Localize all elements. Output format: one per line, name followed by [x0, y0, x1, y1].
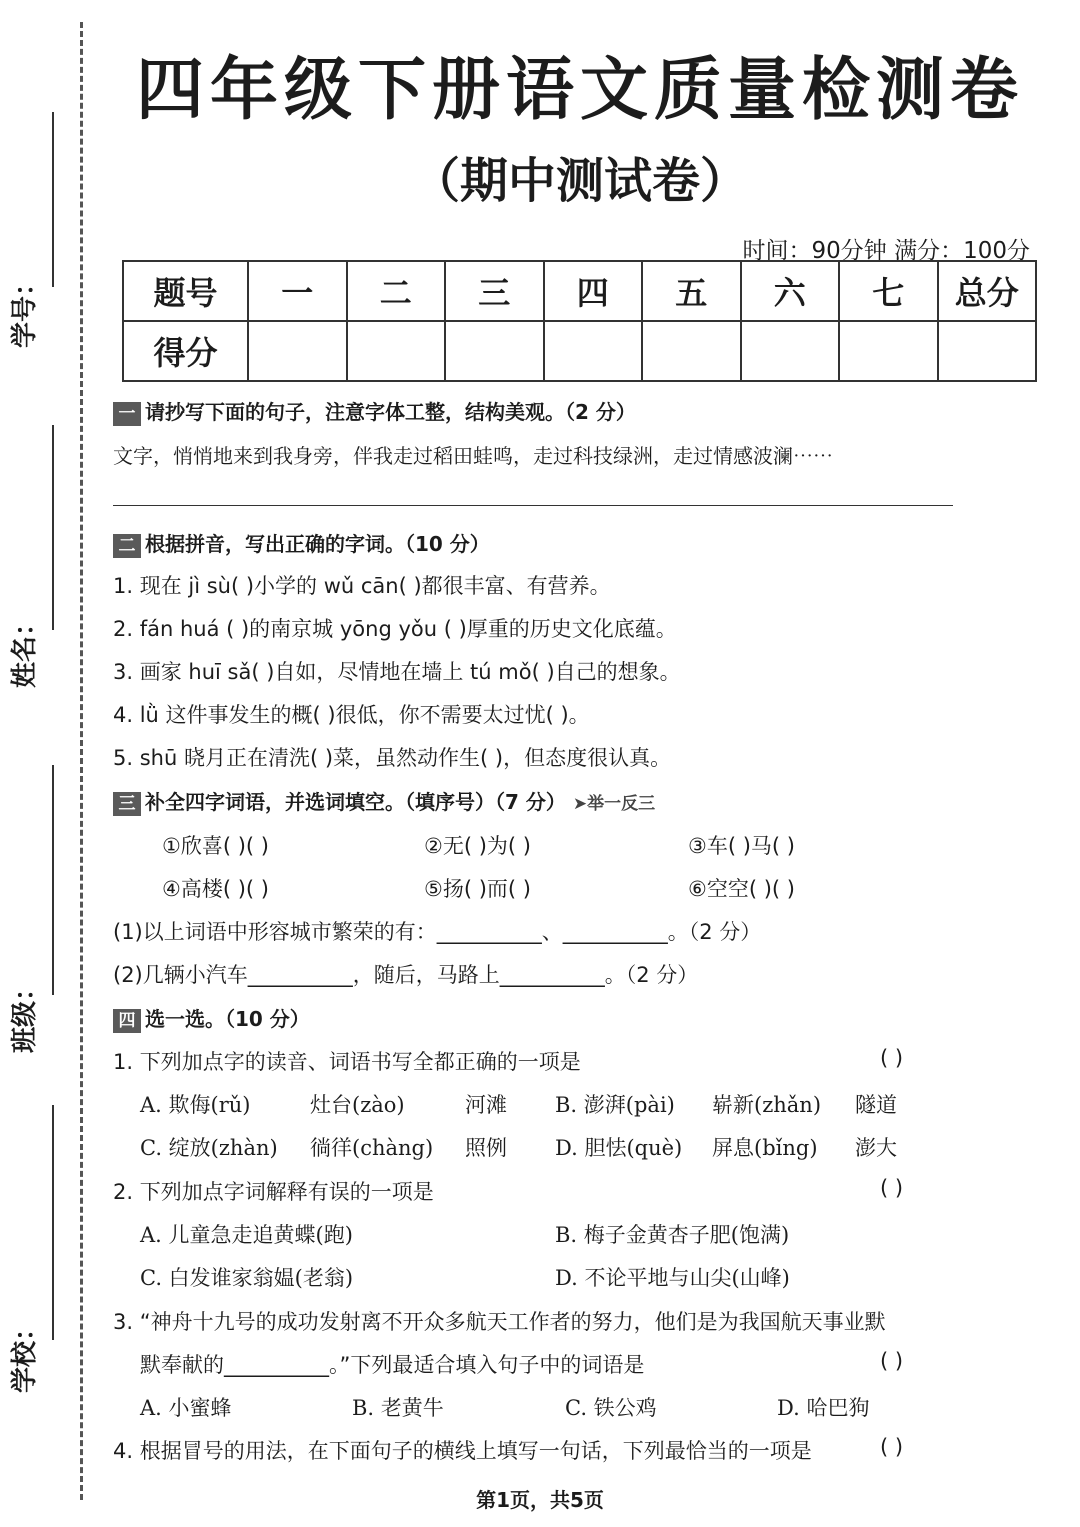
- score-cell[interactable]: [248, 321, 347, 381]
- score-col-4: 四: [544, 261, 643, 321]
- section3-heading: [113, 786, 655, 816]
- score-table-header-row: [123, 261, 1036, 321]
- answer-paren-3[interactable]: ( ): [880, 1349, 904, 1373]
- score-cell[interactable]: [642, 321, 741, 381]
- q1-option-d-word3: 澎大: [855, 1136, 897, 1160]
- section2-title: 根据拼音，写出正确的字词。（10 分）: [145, 532, 490, 556]
- q2-option-d: D. 不论平地与山尖(山峰): [555, 1266, 790, 1290]
- score-col-1: 一: [248, 261, 347, 321]
- q1-option-a-word3: 河滩: [465, 1093, 507, 1117]
- student-no-label: 学号：: [10, 269, 40, 348]
- pinyin-question-2: 2. fán huá ( )的南京城 yōng yǒu ( )厚重的历史文化底蕴。: [113, 617, 677, 641]
- copy-answer-line[interactable]: [113, 505, 953, 506]
- page-subtitle: （期中测试卷）: [411, 153, 748, 209]
- score-table-score-row: [123, 321, 1036, 381]
- q3-option-a: A. 小蜜蜂: [140, 1396, 232, 1420]
- q1-option-c-word2: 徜徉(chàng): [310, 1136, 434, 1160]
- name-label: 姓名：: [10, 609, 40, 688]
- time-info: 时间：90分钟 满分：100分: [742, 238, 1030, 264]
- section4-number: 四: [113, 1009, 141, 1033]
- section3-number: 三: [113, 792, 141, 816]
- q2-option-a: A. 儿童急走追黄蝶(跑): [140, 1223, 353, 1247]
- pinyin-question-4: 4. lǜ 这件事发生的概( )很低，你不需要太过忧( )。: [113, 703, 590, 727]
- section1-sentence: 文字，悄悄地来到我身旁，伴我走过稻田蛙鸣，走过科技绿洲，走过情感波澜⋯⋯: [113, 444, 833, 468]
- binding-dashed-line: [80, 22, 83, 1500]
- score-cell[interactable]: [347, 321, 446, 381]
- answer-paren-2[interactable]: ( ): [880, 1176, 904, 1200]
- choice-question-3-line2: 默奉献的__________。”下列最适合填入句子中的词语是: [140, 1353, 645, 1377]
- q2-option-c: C. 白发谁家翁媪(老翁): [140, 1266, 354, 1290]
- q1-option-a-word2: 灶台(zào): [310, 1093, 405, 1117]
- q2-option-b: B. 梅子金黄杏子肥(饱满): [555, 1223, 790, 1247]
- class-label: 班级：: [10, 974, 40, 1053]
- choice-question-3-line1: 3. “神舟十九号的成功发射离不开众多航天工作者的努力，他们是为我国航天事业默: [113, 1310, 886, 1334]
- section1-number: 一: [113, 402, 141, 426]
- section1-title: 请抄写下面的句子，注意字体工整，结构美观。（2 分）: [145, 400, 636, 424]
- section4-title: 选一选。（10 分）: [145, 1007, 310, 1031]
- page-footer: 第1页，共5页: [476, 1488, 604, 1512]
- score-cell[interactable]: [938, 321, 1037, 381]
- pinyin-question-1: 1. 现在 jì sù( )小学的 wǔ cān( )都很丰富、有营养。: [113, 574, 611, 598]
- score-col-total: 总分: [938, 261, 1037, 321]
- school-label: 学校：: [10, 1314, 40, 1393]
- idiom-2: ②无( )为( ): [424, 834, 531, 858]
- score-col-5: 五: [642, 261, 741, 321]
- fill-question-1: (1)以上词语中形容城市繁荣的有：__________、__________。（2 分）: [113, 920, 762, 944]
- score-col-2: 二: [347, 261, 446, 321]
- score-row1-label: 题号: [123, 261, 248, 321]
- idiom-5: ⑤扬( )而( ): [424, 877, 531, 901]
- q1-option-c: C. 绽放(zhàn): [140, 1136, 278, 1160]
- q1-option-b-word2: 崭新(zhǎn): [712, 1093, 822, 1117]
- answer-paren-1[interactable]: ( ): [880, 1046, 904, 1070]
- section2-heading: [113, 528, 490, 558]
- section1-heading: [113, 396, 636, 426]
- class-line: [52, 765, 54, 995]
- score-cell[interactable]: [741, 321, 840, 381]
- idiom-1: ①欣喜( )( ): [162, 834, 269, 858]
- school-line: [52, 1105, 54, 1340]
- pinyin-question-3: 3. 画家 huī sǎ( )自如，尽情地在墙上 tú mǒ( )自己的想象。: [113, 660, 681, 684]
- idiom-6: ⑥空空( )( ): [688, 877, 795, 901]
- score-row2-label: 得分: [123, 321, 248, 381]
- choice-question-4: 4. 根据冒号的用法，在下面句子的横线上填写一句话，下列最恰当的一项是: [113, 1439, 812, 1463]
- score-cell[interactable]: [839, 321, 938, 381]
- q1-option-b: B. 澎湃(pài): [555, 1093, 675, 1117]
- answer-paren-4[interactable]: ( ): [880, 1435, 904, 1459]
- score-col-7: 七: [839, 261, 938, 321]
- score-col-3: 三: [445, 261, 544, 321]
- q3-option-d: D. 哈巴狗: [777, 1396, 870, 1420]
- idiom-4: ④高楼( )( ): [162, 877, 269, 901]
- idiom-3: ③车( )马( ): [688, 834, 795, 858]
- choice-question-1: 1. 下列加点字的读音、词语书写全都正确的一项是: [113, 1050, 581, 1074]
- name-line: [52, 425, 54, 630]
- q1-option-b-word3: 隧道: [855, 1093, 897, 1117]
- choice-question-2: 2. 下列加点字词解释有误的一项是: [113, 1180, 434, 1204]
- section2-number: 二: [113, 534, 141, 558]
- page-title: 四年级下册语文质量检测卷: [135, 51, 1024, 130]
- q3-option-c: C. 铁公鸡: [565, 1396, 657, 1420]
- section3-title: 补全四字词语，并选词填空。（填序号）（7 分）: [145, 790, 566, 814]
- q1-option-d: D. 胆怯(què): [555, 1136, 683, 1160]
- score-table: [122, 260, 1037, 382]
- fill-question-2: (2)几辆小汽车__________，随后，马路上__________。（2 分）: [113, 963, 699, 987]
- pinyin-question-5: 5. shū 晓月正在清洗( )菜，虽然动作生( )，但态度很认真。: [113, 746, 672, 770]
- score-cell[interactable]: [445, 321, 544, 381]
- section3-tag: ➤举一反三: [572, 794, 656, 814]
- section4-heading: [113, 1003, 310, 1033]
- q1-option-d-word2: 屏息(bǐng): [712, 1136, 818, 1160]
- score-cell[interactable]: [544, 321, 643, 381]
- q1-option-a: A. 欺侮(rǔ): [140, 1093, 251, 1117]
- score-col-6: 六: [741, 261, 840, 321]
- q3-option-b: B. 老黄牛: [352, 1396, 444, 1420]
- q1-option-c-word3: 照例: [465, 1136, 507, 1160]
